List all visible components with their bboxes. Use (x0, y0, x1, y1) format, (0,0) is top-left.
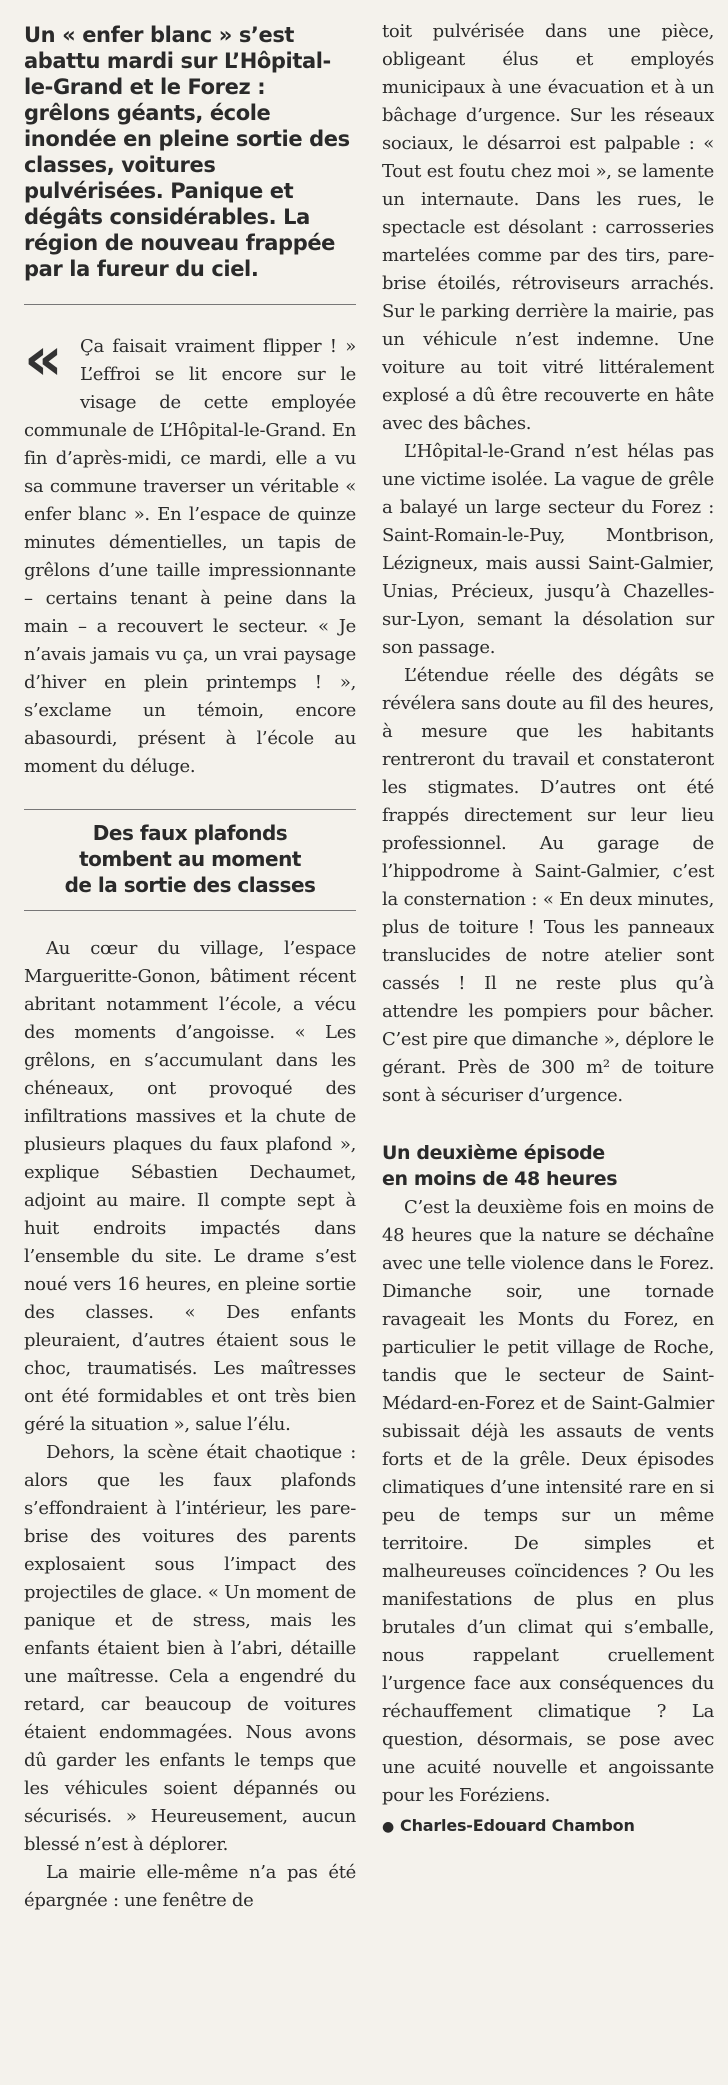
right-body (382, 18, 714, 1110)
paragraph-ecole: Au cœur du village, l’espace Margueritte-Gonon, bâtiment récent abritant notamment l’école, a vécu des moments d’angoisse. « Les grêlons, en s’accumulant dans les chéneaux, ont provoqué des infiltrations massives et la chute de plusieurs plaques du faux plafond », explique Sébastien Dechaumet, adjoint au maire. Il compte sept à huit endroits impactés dans l’ensemble du site. Le drame s’est noué vers 16 heures, en pleine sortie des classes. « Des enfants pleuraient, d’autres étaient sous le choc, traumatisés. Les maîtresses ont été formidables et ont très bien géré la situation », salue l’élu. (24, 938, 356, 1435)
bullet-icon: ● (382, 1819, 395, 1835)
article-columns (24, 18, 714, 2075)
byline (382, 1816, 714, 1835)
subhead-faux-plafonds (24, 809, 356, 911)
paragraph-mairie-start: La mairie elle-même n’a pas été épargnée : une fenêtre de (24, 1862, 356, 1911)
article-lede: Un « enfer blanc » s’est abattu mardi sur L’Hôpital-le-Grand et le Forez : grêlons géants, école inondée en pleine sortie des classes, voitures pulvérisées. Panique et dégâts considérables. La région de nouveau frappée par la fureur du ciel. (24, 23, 350, 281)
quote-mark-icon: « (24, 324, 63, 394)
paragraph-etendue: L’étendue réelle des dégâts se révélera sans doute au fil des heures, à mesure que les habitants rentreront du travail et constateront les stigmates. D’autres ont été frappés directement sur leur lieu professionnel. Au garage de l’hippodrome à Saint-Galmier, c’est la consternation : « En deux minutes, plus de toiture ! Tous les panneaux translucides de notre atelier sont cassés ! Il ne reste plus qu’à attendre les pompiers pour bâcher. C’est pire que dimanche », déplore le gérant. Près de 300 m² de toiture sont à sécuriser d’urgence. (382, 665, 714, 1106)
right-column (382, 18, 714, 2075)
paragraph-victime: L’Hôpital-le-Grand n’est hélas pas une victime isolée. La vague de grêle a balayé un large secteur du Forez : Saint-Romain-le-Puy, Montbrison, Lézigneux, mais aussi Saint-Galmier, Unias, Précieux, jusqu’à Chazelles-sur-Lyon, semant la désolation sur son passage. (382, 441, 714, 658)
subhead-line: de la sortie des classes (64, 873, 316, 897)
subhead-line: Des faux plafonds (92, 821, 288, 845)
intro-block (24, 324, 356, 781)
left-body (24, 935, 356, 1915)
lede-divider (24, 304, 356, 305)
right-body-2 (382, 1194, 714, 1810)
subhead-deuxieme-episode (382, 1140, 714, 1192)
byline-author: Charles-Edouard Chambon (400, 1816, 635, 1835)
paragraph-deuxieme: C’est la deuxième fois en moins de 48 heures que la nature se déchaîne avec une telle violence dans le Forez. Dimanche soir, une tornade ravageait les Monts du Forez, en particulier le petit village de Roche, tandis que le secteur de Saint-Médard-en-Forez et de Saint-Galmier subissait déjà les assauts de vents forts et de la grêle. Deux épisodes climatiques d’une intensité rare en si peu de temps sur un même territoire. De simples et malheureuses coïncidences ? Ou les manifestations de plus en plus brutales d’un climat qui s’emballe, nous rappelant cruellement l’urgence face aux conséquences du réchauffement climatique ? La question, désormais, se pose avec une acuité nouvelle et angoissante pour les Foréziens. (382, 1197, 714, 1806)
paragraph-dehors: Dehors, la scène était chaotique : alors que les faux plafonds s’effondraient à l’intérieur, les pare-brise des voitures des parents explosaient sous l’impact des projectiles de glace. « Un moment de panique et de stress, mais les enfants étaient bien à l’abri, détaille une maîtresse. Cela a engendré du retard, car beaucoup de voitures étaient endommagées. Nous avons dû garder les enfants le temps que les véhicules soient dépannés ou sécurisés. » Heureusement, aucun blessé n’est à déplorer. (24, 1442, 356, 1855)
paragraph-mairie-cont: toit pulvérisée dans une pièce, obligeant élus et employés municipaux à une évacuation et à un bâchage d’urgence. Sur les réseaux sociaux, le désarroi est palpable : « Tout est foutu chez moi », se lamente un internaute. Dans les rues, le spectacle est désolant : carrosseries martelées comme par des tirs, pare-brise étoilés, rétroviseurs arrachés. Sur le parking derrière la mairie, pas un véhicule n’est indemne. Une voiture au toit vitré littéralement explosé a dû être recouverte en hâte avec des bâches. (382, 21, 714, 434)
subhead-line: tombent au moment (79, 847, 301, 871)
subhead-line: en moins de 48 heures (382, 1168, 618, 1190)
left-column (24, 18, 356, 2075)
intro-paragraph: Ça faisait vraiment flipper ! » L’effroi se lit encore sur le visage de cette employée communale de L’Hôpital-le-Grand. En fin d’après-midi, ce mardi, elle a vu sa commune traverser un véritable « enfer blanc ». En l’espace de quinze minutes démentielles, un tapis de grêlons d’une taille impressionnante – certains tenant à peine dans la main – a recouvert le secteur. « Je n’avais jamais vu ça, un vrai paysage d’hiver en plein printemps ! », s’exclame un témoin, encore abasourdi, présent à l’école au moment du déluge. (24, 336, 356, 777)
subhead-line: Un deuxième épisode (382, 1142, 605, 1164)
